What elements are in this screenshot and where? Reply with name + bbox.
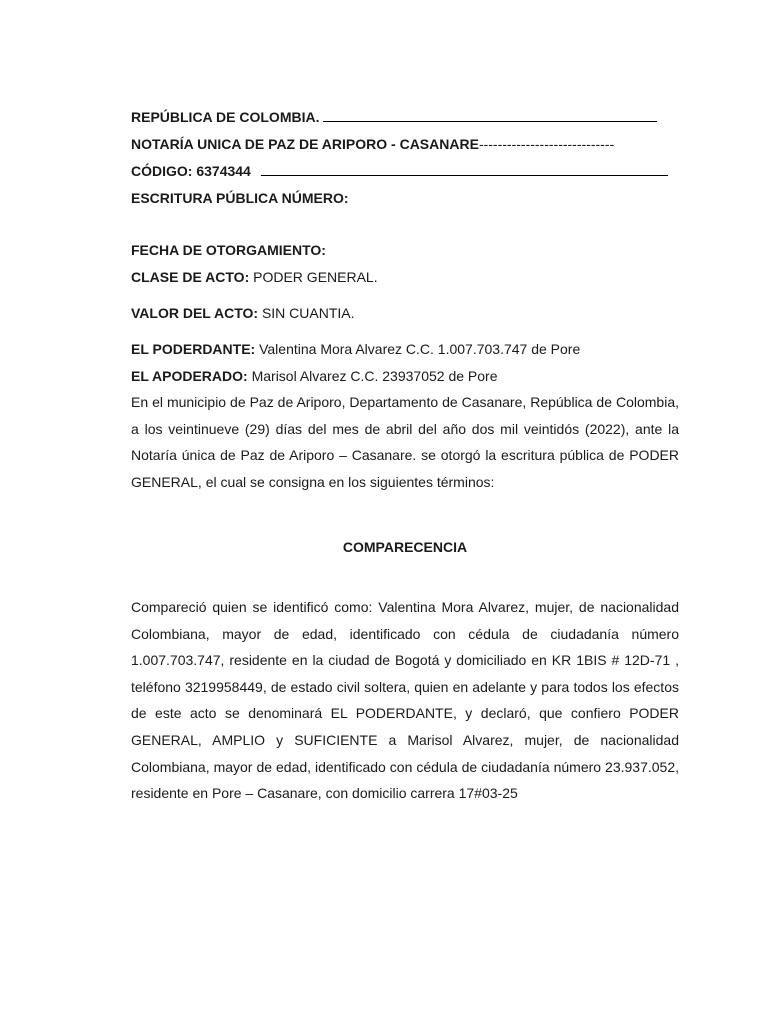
underline-rule [323, 120, 657, 122]
field-poderdante [131, 341, 580, 357]
field-clase [131, 269, 378, 285]
field-valor-label: VALOR DEL ACTO: [131, 305, 259, 321]
intro-paragraph: En el municipio de Paz de Ariporo, Departamento de Casanare, República de Colombia, a los veintinueve (29) días del mes de abril del año dos mil veintidós (2022), ante la Notaría única de Paz de Ariporo – Casanare. se otorgó la escritura pública de PODER GENERAL, el cual se consigna en los siguientes términos: [131, 394, 679, 490]
header-notaria-dashes: ----------------------------- [478, 136, 615, 152]
header-escritura: ESCRITURA PÚBLICA NÚMERO: [131, 190, 349, 206]
field-poderdante-value: Valentina Mora Alvarez C.C. 1.007.703.747 de Pore [259, 341, 581, 357]
header-notaria: NOTARÍA UNICA DE PAZ DE ARIPORO - CASANARE [131, 136, 479, 152]
field-valor-value: SIN CUANTIA. [261, 305, 355, 321]
field-fecha-label: FECHA DE OTORGAMIENTO: [131, 242, 326, 258]
header-notaria-line [131, 136, 614, 152]
header-codigo: CÓDIGO: 6374344 [131, 163, 251, 179]
field-valor [131, 305, 355, 321]
section-title: COMPARECENCIA [342, 539, 468, 555]
field-apoderado-value: Marisol Alvarez C.C. 23937052 de Pore [251, 368, 498, 384]
header-republica-line [131, 109, 657, 125]
comparecencia-paragraph: Compareció quien se identificó como: Valentina Mora Alvarez, mujer, de nacionalidad Colombiana, mayor de edad, identificado con cédula de ciudadanía número 1.007.703.747, residente en la ciudad de Bogotá y domiciliado en KR 1BIS # 12D-71 , teléfono 3219958449, de estado civil soltera, quien en adelante y para todos los efectos de este acto se denominará EL PODERDANTE, y declaró, que confiero PODER GENERAL, AMPLIO y SUFICIENTE a Marisol Alvarez, mujer, de nacionalidad Colombiana, mayor de edad, identificado con cédula de ciudadanía número 23.937.052, residente en Pore – Casanare, con domicilio carrera 17#03-25 [131, 599, 679, 802]
header-codigo-line [131, 163, 668, 179]
field-apoderado [131, 368, 498, 384]
field-poderdante-label: EL PODERDANTE: [131, 341, 256, 357]
underline-rule [261, 174, 668, 176]
field-clase-value: PODER GENERAL. [253, 269, 378, 285]
field-clase-label: CLASE DE ACTO: [131, 269, 250, 285]
header-republica: REPÚBLICA DE COLOMBIA. [131, 109, 320, 125]
field-apoderado-label: EL APODERADO: [131, 368, 248, 384]
